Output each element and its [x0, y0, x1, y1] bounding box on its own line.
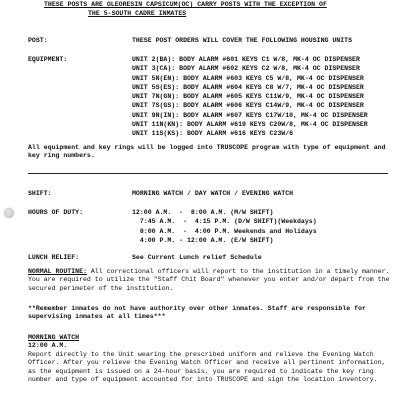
equipment-line: UNIT 7N(GN): BODY ALARM #605 KEYS C11W/9, MK-4 OC DISPENSER — [132, 93, 364, 101]
morning-watch-text: Report directly to the Unit wearing the prescribed uniform and relieve the Evening Watch Officer. After you relieve the Evening Watch Officer and receive all pertinent information, as the equipment is issued on a 24-hour basis, you are required to indicate the key ring number and type of equipment accounted for into TRUSCOPE and sign the location inventory. — [28, 351, 386, 383]
equipment-label: EQUIPMENT: — [28, 56, 68, 63]
hours-list — [132, 209, 317, 247]
equipment-line: UNIT 5N(EN): BODY ALARM #603 KEYS C5 W/8, MK-4 OC DISPENSER — [132, 74, 364, 82]
equipment-line: UNIT 7S(GS): BODY ALARM #606 KEYS C14W/9, MK-4 OC DISPENSER — [132, 102, 364, 110]
routine-paragraph — [28, 268, 392, 293]
lunch-label: LUNCH RELIEF: — [28, 254, 80, 261]
equipment-line: UNIT 5S(ES): BODY ALARM #604 KEYS C8 W/7, MK-4 OC DISPENSER — [132, 83, 364, 91]
hours-label: HOURS OF DUTY: — [28, 209, 84, 216]
remember-note: **Remember inmates do not have authority over other inmates. Staff are responsible for supervising inmates at all times*** — [28, 305, 366, 321]
punch-hole-icon — [4, 208, 14, 218]
equipment-line: UNIT 11N(KN): BODY ALARM #619 KEYS C20W/8, MK-4 OC DISPENSER — [132, 121, 368, 129]
lunch-text: See Current Lunch relief Schedule — [132, 254, 262, 261]
equipment-line: UNIT 11S(KS): BODY ALARM #616 KEYS C23W/6 — [132, 130, 294, 138]
hours-line: 4:00 P.M. - 12:00 A.M. (E/W SHIFT) — [132, 237, 274, 245]
equipment-note: All equipment and key rings will be logged into TRUSCOPE program with type of equipment and key ring numbers. — [28, 144, 386, 160]
equipment-list — [132, 56, 368, 140]
routine-label: NORMAL ROUTINE: — [28, 268, 87, 275]
morning-watch-title: MORNING WATCH — [28, 334, 80, 341]
header-line-2: THE 5-SOUTH CADRE INMATES — [88, 10, 187, 17]
shift-text: MORNING WATCH / DAY WATCH / EVENING WATCH — [132, 190, 294, 197]
routine-text: All correctional officers will report to the institution in a timely manner. You are required to utilize the "Staff Chit Board" whenever you enter and/or depart from the secured perimeter of the institution. — [28, 268, 390, 292]
equipment-line: UNIT 9N(IN): BODY ALARM #607 KEYS C17W/10, MK-4 OC DISPENSER — [132, 111, 368, 119]
header-line-1: THESE POSTS ARE OLEORESIN CAPSICUM(OC) CARRY POSTS WITH THE EXCEPTION OF — [44, 1, 327, 8]
section-divider — [28, 173, 388, 174]
equipment-line: UNIT 2(BA): BODY ALARM #601 KEYS C1 W/8, MK-4 OC DISPENSER — [132, 56, 360, 63]
hours-line: 12:00 A.M. - 8:00 A.M. (M/W SHIFT) — [132, 209, 274, 216]
shift-label: SHIFT: — [28, 190, 52, 197]
post-label: POST: — [28, 37, 48, 44]
hours-line: 7:45 A.M. - 4:15 P.M. (D/W SHIFT)(Weekdays) — [132, 218, 317, 226]
equipment-line: UNIT 3(CA): BODY ALARM #602 KEYS C2 W/8, MK-4 OC DISPENSER — [132, 65, 360, 73]
post-text: THESE POST ORDERS WILL COVER THE FOLLOWING HOUSING UNITS — [132, 37, 353, 44]
morning-watch-time: 12:00 A.M. — [28, 342, 68, 349]
hours-line: 8:00 A.M. - 4:00 P.M. Weekends and Holidays — [132, 227, 317, 235]
